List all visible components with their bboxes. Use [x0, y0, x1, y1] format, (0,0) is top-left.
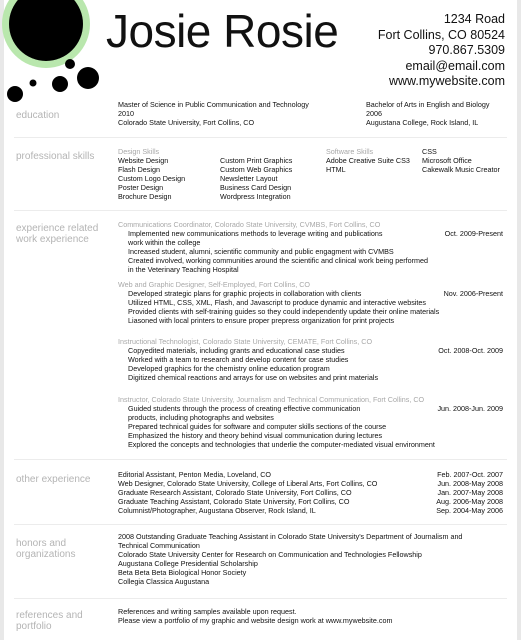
skill-item: Custom Logo Design [118, 174, 186, 183]
education-year-right: 2006 [366, 109, 382, 118]
skill-item: Brochure Design [118, 192, 172, 201]
job-bullet: Developed graphics for the chemistry online education program [128, 364, 330, 373]
honor-item: Beta Beta Beta Biological Honor Society [118, 568, 247, 577]
job-bullet: Developed strategic plans for graphic projects in collaboration with clients [128, 289, 362, 298]
education-degree-right: Bachelor of Arts in English and Biology [366, 100, 490, 109]
job-bullet: Emphasized the history and theory behind visual communication during lectures [128, 431, 383, 440]
references-text: References and writing samples available upon request. [118, 607, 297, 616]
job-title: Web and Graphic Designer, Self-Employed, Fort Collins, CO [118, 280, 311, 289]
black-dot [52, 76, 68, 92]
skill-item: Cakewalk Music Creator [422, 165, 500, 174]
section-label-line: experience related [16, 223, 99, 234]
section-label-line: honors and [16, 538, 67, 549]
job-bullet: Provided clients with self-training guides so they could independently update their online materials [128, 307, 440, 316]
job-bullet: Worked with a team to research and develop content for case studies [128, 355, 349, 364]
black-dot [77, 67, 99, 89]
job-bullet: Utilized HTML, CSS, XML, Flash, and Javascript to produce dynamic and interactive websites [128, 298, 427, 307]
honor-item: Colorado State University Center for Research on Communication and Technologies Fellowship [118, 550, 422, 559]
job-bullet: Created involved, working communities around the scientific and clinical work being performed [128, 256, 429, 265]
job-title: Instructional Technologist, Colorado State University, CEMATE, Fort Collins, CO [118, 337, 373, 346]
skill-item: Website Design [118, 156, 169, 165]
job-bullet: work within the college [128, 238, 201, 247]
section-label-skills: professional skills [16, 151, 95, 162]
skill-item: Microsoft Office [422, 156, 472, 165]
black-dot [7, 86, 23, 102]
phone-number: 970.867.5309 [428, 43, 505, 57]
other-experience-item: Columnist/Photographer, Augustana Observer, Rock Island, IL [118, 506, 316, 515]
design-skills-heading: Design Skills [118, 147, 160, 156]
other-experience-item: Web Designer, Colorado State University, College of Liberal Arts, Fort Collins, CO [118, 479, 378, 488]
honor-item: Technical Communication [118, 541, 200, 550]
section-label-honors [16, 538, 75, 560]
section-label-line: portfolio [16, 621, 52, 632]
section-label-references [16, 610, 83, 632]
job-date: Oct. 2008-Oct. 2009 [438, 346, 503, 355]
job-bullet: Copyedited materials, including grants and educational case studies [128, 346, 345, 355]
job-date: Oct. 2009-Present [444, 229, 503, 238]
job-bullet: Implemented new communications methods to leverage writing and publications [128, 229, 383, 238]
honor-item: 2008 Outstanding Graduate Teaching Assistant in Colorado State University's Department of Journalism and [118, 532, 463, 541]
contact-block [378, 12, 505, 90]
section-label-line: organizations [16, 549, 76, 560]
skill-item: Flash Design [118, 165, 160, 174]
other-experience-date: Jun. 2008-May 2008 [437, 479, 503, 488]
job-bullet: products, including photographs and websites [128, 413, 274, 422]
education-degree-left: Master of Science in Public Communication and Technology [118, 100, 309, 109]
skill-item: Business Card Design [220, 183, 292, 192]
software-skills-heading: Software Skills [326, 147, 374, 156]
skill-item: HTML [326, 165, 346, 174]
section-label-other-experience: other experience [16, 474, 91, 485]
section-label-line: work experience [16, 234, 89, 245]
decorative-circles-logo [0, 0, 110, 105]
job-bullet: in the Veterinary Teaching Hospital [128, 265, 239, 274]
job-title: Instructor, Colorado State University, Journalism and Technical Communication, Fort Collins, CO [118, 395, 425, 404]
education-school-right: Augustana College, Rock Island, IL [366, 118, 479, 127]
skill-item: Custom Web Graphics [220, 165, 293, 174]
honor-item: Augustana College Presidential Scholarship [118, 559, 258, 568]
address-line-1: 1234 Road [443, 12, 505, 26]
section-label-experience [16, 223, 98, 245]
other-experience-date: Jan. 2007-May 2008 [437, 488, 503, 497]
job-bullet: Prepared technical guides for software and computer skills sections of the course [128, 422, 387, 431]
job-bullet: Liasoned with local printers to ensure proper prepress organization for print projects [128, 316, 395, 325]
job-date: Nov. 2006-Present [443, 289, 503, 298]
black-dot [30, 80, 37, 87]
skill-item: Adobe Creative Suite CS3 [326, 156, 410, 165]
education-school-left: Colorado State University, Fort Collins, CO [118, 118, 255, 127]
other-experience-item: Editorial Assistant, Penton Media, Loveland, CO [118, 470, 272, 479]
skill-item: CSS [422, 147, 437, 156]
skill-item: Newsletter Layout [220, 174, 278, 183]
education-year-left: 2010 [118, 109, 134, 118]
other-experience-date: Feb. 2007-Oct. 2007 [437, 470, 503, 479]
job-bullet: Increased student, alumni, scientific community and public engagment with CVMBS [128, 247, 394, 256]
skill-item: Poster Design [118, 183, 164, 192]
skill-item: Custom Print Graphics [220, 156, 293, 165]
honor-item: Collegia Classica Augustana [118, 577, 210, 586]
other-experience-item: Graduate Teaching Assistant, Colorado State University, Fort Collins, CO [118, 497, 350, 506]
job-bullet: Explored the concepts and technologies that underlie the computer-mediated visual environment [128, 440, 435, 449]
job-bullet: Digitized chemical reactions and arrays for use on websites and print materials [128, 373, 379, 382]
website-link[interactable]: www.mywebsite.com [389, 74, 505, 88]
black-dot [65, 59, 75, 69]
section-label-line: references and [16, 610, 83, 621]
job-title: Communications Coordinator, Colorado State University, CVMBS, Fort Collins, CO [118, 220, 381, 229]
other-experience-date: Sep. 2004-May 2006 [436, 506, 503, 515]
other-experience-date: Aug. 2006-May 2008 [436, 497, 503, 506]
email-link[interactable]: email@email.com [405, 58, 505, 73]
section-label-education: education [16, 110, 60, 121]
divider [14, 210, 507, 211]
divider [14, 598, 507, 599]
divider [14, 137, 507, 138]
job-date: Jun. 2008-Jun. 2009 [437, 404, 503, 413]
job-bullet: Guided students through the process of creating effective communication [128, 404, 361, 413]
other-experience-item: Graduate Research Assistant, Colorado State University, Fort Collins, CO [118, 488, 352, 497]
address-line-2: Fort Collins, CO 80524 [377, 27, 505, 42]
skill-item: Wordpress Integration [220, 192, 291, 201]
candidate-name: Josie Rosie [106, 5, 339, 57]
divider [14, 459, 507, 460]
portfolio-text: Please view a portfolio of my graphic and website design work at www.mywebsite.com [118, 616, 393, 625]
divider [14, 524, 507, 525]
